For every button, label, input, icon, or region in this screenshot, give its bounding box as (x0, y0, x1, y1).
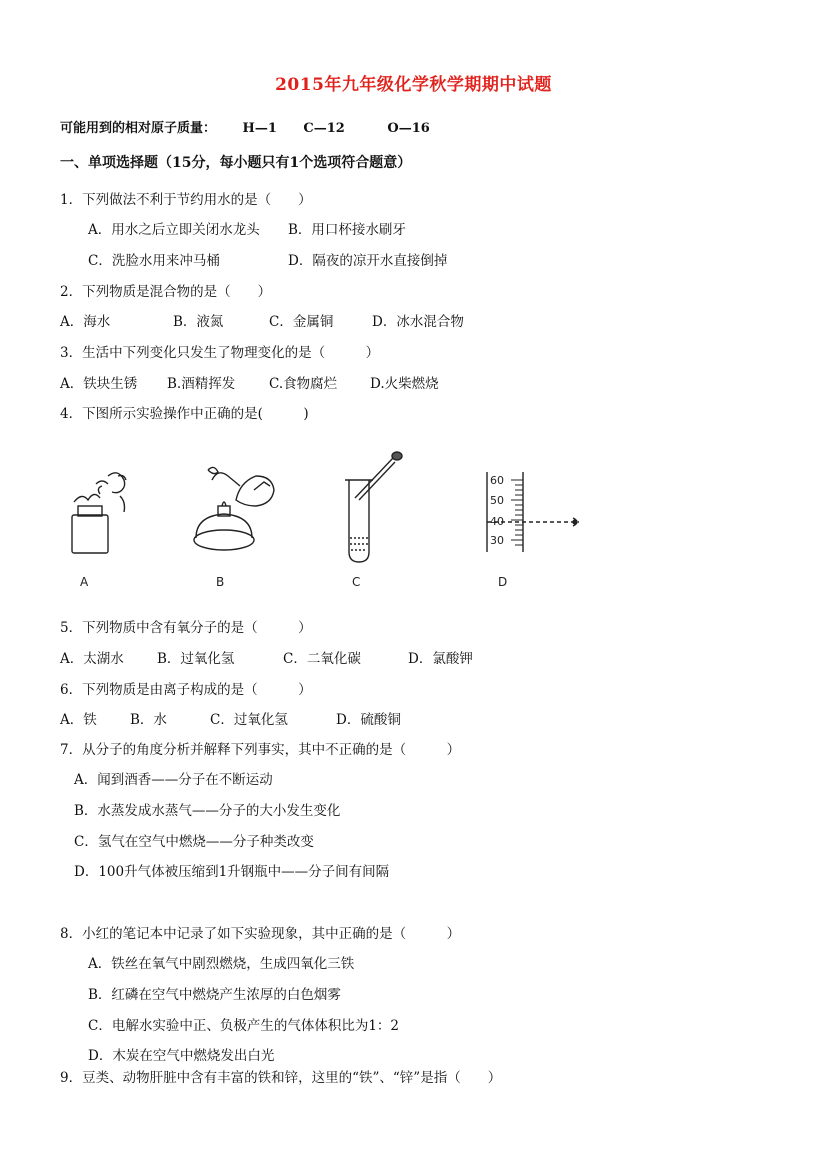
option-b: B．液氮 (173, 314, 224, 330)
option-c: C．二氧化碳 (283, 651, 361, 667)
question-4: 4．下图所示实验操作中正确的是( ) (60, 406, 309, 422)
question-2: 2．下列物质是混合物的是（ ） (60, 284, 272, 300)
figure-label-c: C (352, 575, 361, 589)
question-2-options (60, 310, 464, 330)
option-b: B.酒精挥发 (167, 376, 236, 392)
question-5-options (60, 647, 473, 667)
page-title: 2015年九年级化学秋学期期中试题 (275, 75, 552, 95)
cylinder-tick-60: 60 (490, 474, 504, 487)
atomic-masses (60, 117, 430, 136)
question-3-options (60, 372, 439, 392)
option-c: C．过氧化氢 (210, 712, 288, 728)
option-b: B．过氧化氢 (157, 651, 235, 667)
option-d: D．氯酸钾 (408, 651, 473, 667)
option-d: D.火柴燃烧 (370, 376, 439, 392)
question-6: 6．下列物质是由离子构成的是（ ） (60, 682, 312, 698)
question-4-figure (60, 440, 620, 600)
question-1-options-row-2 (88, 249, 447, 269)
question-7-option-a: A．闻到酒香——分子在不断运动 (74, 772, 273, 788)
question-8-option-d: D．木炭在空气中燃烧发出白光 (88, 1048, 275, 1064)
question-8-option-c: C．电解水实验中正、负极产生的气体体积比为1：2 (88, 1018, 400, 1034)
question-7-option-d: D．100升气体被压缩到1升钢瓶中——分子间有间隔 (74, 864, 390, 880)
option-b: B．水 (130, 712, 167, 728)
measuring-cylinder-illustration (475, 440, 595, 570)
option-a: A．铁块生锈 (60, 376, 138, 392)
figure-label-d: D (498, 575, 508, 589)
option-a: A．铁 (60, 712, 97, 728)
option-d: D．冰水混合物 (372, 314, 464, 330)
option-d: D．隔夜的凉开水直接倒掉 (288, 253, 448, 269)
atomic-mass-o: O—16 (387, 121, 430, 136)
section-heading: 一、单项选择题（15分，每小题只有1个选项符合题意） (60, 155, 412, 171)
question-8-option-b: B．红磷在空气中燃烧产生浓厚的白色烟雾 (88, 987, 341, 1003)
option-b: B．用口杯接水刷牙 (288, 222, 406, 238)
question-9: 9．豆类、动物肝脏中含有丰富的铁和锌，这里的“铁”、“锌”是指（ ） (60, 1070, 502, 1086)
option-c: C．洗脸水用来冲马桶 (88, 253, 220, 269)
question-6-options (60, 708, 401, 728)
cylinder-tick-30: 30 (490, 534, 504, 547)
question-1-options-row-1 (88, 218, 406, 238)
option-c: C．金属铜 (269, 314, 334, 330)
option-a: A．海水 (60, 314, 111, 330)
question-8-option-a: A．铁丝在氧气中剧烈燃烧，生成四氧化三铁 (88, 956, 355, 972)
option-a: A．用水之后立即关闭水龙头 (88, 222, 260, 238)
question-7-option-b: B．水蒸发成水蒸气——分子的大小发生变化 (74, 803, 341, 819)
figure-label-a: A (80, 575, 89, 589)
atomic-mass-c: C—12 (303, 121, 345, 136)
atomic-mass-h: H—1 (242, 121, 277, 136)
cylinder-tick-50: 50 (490, 494, 504, 507)
question-5: 5．下列物质中含有氧分子的是（ ） (60, 620, 312, 636)
question-7-option-c: C．氢气在空气中燃烧——分子种类改变 (74, 834, 314, 850)
option-d: D．硫酸铜 (336, 712, 401, 728)
question-1: 1．下列做法不利于节约用水的是（ ） (60, 192, 312, 208)
question-3: 3．生活中下列变化只发生了物理变化的是（ ） (60, 345, 380, 361)
smelling-bottle-illustration (60, 440, 150, 560)
question-8: 8．小红的笔记本中记录了如下实验现象，其中正确的是（ ） (60, 926, 461, 942)
figure-label-b: B (216, 575, 225, 589)
option-a: A．太湖水 (60, 651, 124, 667)
cylinder-tick-40: 40 (490, 515, 504, 528)
test-tube-dropper-illustration (335, 440, 415, 570)
option-c: C.食物腐烂 (269, 376, 338, 392)
alcohol-lamp-illustration (190, 440, 300, 560)
atomic-masses-label: 可能用到的相对原子质量： (60, 121, 217, 136)
question-7: 7．从分子的角度分析并解释下列事实，其中不正确的是（ ） (60, 742, 461, 758)
